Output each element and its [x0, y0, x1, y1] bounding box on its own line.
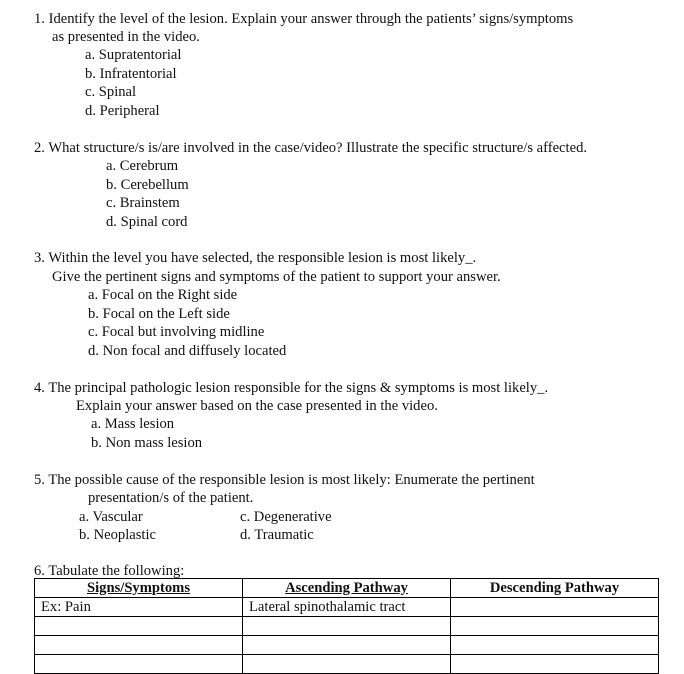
table-cell[interactable]: Lateral spinothalamic tract — [243, 598, 451, 617]
question-1-option-c: c. Spinal — [85, 84, 137, 100]
header-ascending-pathway: Ascending Pathway — [243, 579, 451, 598]
question-3-text-cont: Give the pertinent signs and symptoms of the patient to support your answer. — [52, 269, 501, 285]
question-5-text: 5. The possible cause of the responsible lesion is most likely: Enumerate the pertinent — [34, 472, 535, 488]
table-cell[interactable] — [243, 655, 451, 674]
question-1-text-cont: as presented in the video. — [52, 29, 200, 45]
table-cell[interactable] — [35, 617, 243, 636]
table-row — [35, 617, 659, 636]
question-2-option-c: c. Brainstem — [106, 195, 180, 211]
question-2-option-a: a. Cerebrum — [106, 158, 179, 174]
question-2-option-d: d. Spinal cord — [106, 214, 188, 230]
table-cell[interactable] — [451, 636, 659, 655]
question-1-option-d: d. Peripheral — [85, 103, 160, 119]
question-4-text-cont: Explain your answer based on the case presented in the video. — [76, 398, 438, 414]
header-signs-symptoms: Signs/Symptoms — [35, 579, 243, 598]
question-5-option-a: a. Vascular — [79, 509, 143, 525]
question-5-option-b: b. Neoplastic — [79, 527, 157, 543]
question-3-option-c: c. Focal but involving midline — [88, 324, 265, 340]
question-2-option-b: b. Cerebellum — [106, 177, 189, 193]
table-cell[interactable] — [451, 598, 659, 617]
table-row — [35, 598, 659, 617]
question-2-text: 2. What structure/s is/are involved in the case/video? Illustrate the specific structure/s affected. — [34, 140, 588, 156]
table-cell[interactable] — [35, 655, 243, 674]
question-5-text-cont: presentation/s of the patient. — [88, 490, 254, 506]
pathway-table — [34, 578, 659, 674]
question-1-option-b: b. Infratentorial — [85, 66, 177, 82]
question-3-option-d: d. Non focal and diffusely located — [88, 343, 287, 359]
question-3-text: 3. Within the level you have selected, the responsible lesion is most likely_. — [34, 250, 477, 266]
question-4-text: 4. The principal pathologic lesion responsible for the signs & symptoms is most likely_. — [34, 380, 549, 396]
question-5-option-c: c. Degenerative — [240, 509, 332, 525]
question-6-text: 6. Tabulate the following: — [34, 563, 185, 579]
table-cell[interactable]: Ex: Pain — [35, 598, 243, 617]
table-cell[interactable] — [451, 655, 659, 674]
question-1-text: 1. Identify the level of the lesion. Explain your answer through the patients’ signs/symptoms — [34, 11, 574, 27]
question-5-option-d: d. Traumatic — [240, 527, 314, 543]
table-cell[interactable] — [243, 617, 451, 636]
table-header-row — [35, 579, 659, 598]
table-row — [35, 655, 659, 674]
question-4-option-a: a. Mass lesion — [91, 416, 175, 432]
table-row — [35, 636, 659, 655]
question-1-option-a: a. Supratentorial — [85, 47, 182, 63]
question-3-option-b: b. Focal on the Left side — [88, 306, 230, 322]
table-cell[interactable] — [243, 636, 451, 655]
table-cell[interactable] — [35, 636, 243, 655]
table-cell[interactable] — [451, 617, 659, 636]
question-3-option-a: a. Focal on the Right side — [88, 287, 238, 303]
header-descending-pathway: Descending Pathway — [451, 579, 659, 598]
question-4-option-b: b. Non mass lesion — [91, 435, 203, 451]
